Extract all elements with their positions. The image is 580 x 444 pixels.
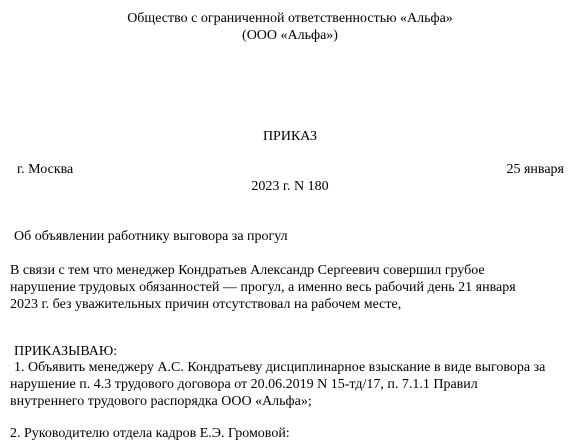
document-title: ПРИКАЗ [262,129,318,144]
item2-line-1: 2. Руководителю отдела кадров Е.Э. Громовой: [10,426,290,441]
preamble-line-1: В связи с тем что менеджер Кондратьев Александр Сергеевич совершил грубое [10,263,485,278]
item1-line-3: внутреннего трудового распорядка ООО «Альфа»; [10,394,312,409]
order-year-number: 2023 г. N 180 [251,179,329,194]
item1-line-1: 1. Объявить менеджеру А.С. Кондратьеву дисциплинарное взыскание в виде выговора за [14,360,546,375]
order-date: 25 января [506,162,564,177]
order-subject: Об объявлении работнику выговора за прогул [14,229,288,244]
item1-line-2: нарушение п. 4.3 трудового договора от 20.06.2019 N 15-тд/17, п. 7.1.1 Правил [10,377,478,392]
org-short-name: (ООО «Альфа») [242,28,338,43]
preamble-line-2: нарушение трудовых обязанностей — прогул, а именно весь рабочий день 21 января [10,280,516,295]
org-name: Общество с ограниченной ответственностью «Альфа» [127,11,453,26]
preamble-line-3: 2023 г. без уважительных причин отсутствовал на рабочем месте, [10,297,402,312]
order-word: ПРИКАЗЫВАЮ: [14,344,118,359]
order-city: г. Москва [17,162,74,177]
